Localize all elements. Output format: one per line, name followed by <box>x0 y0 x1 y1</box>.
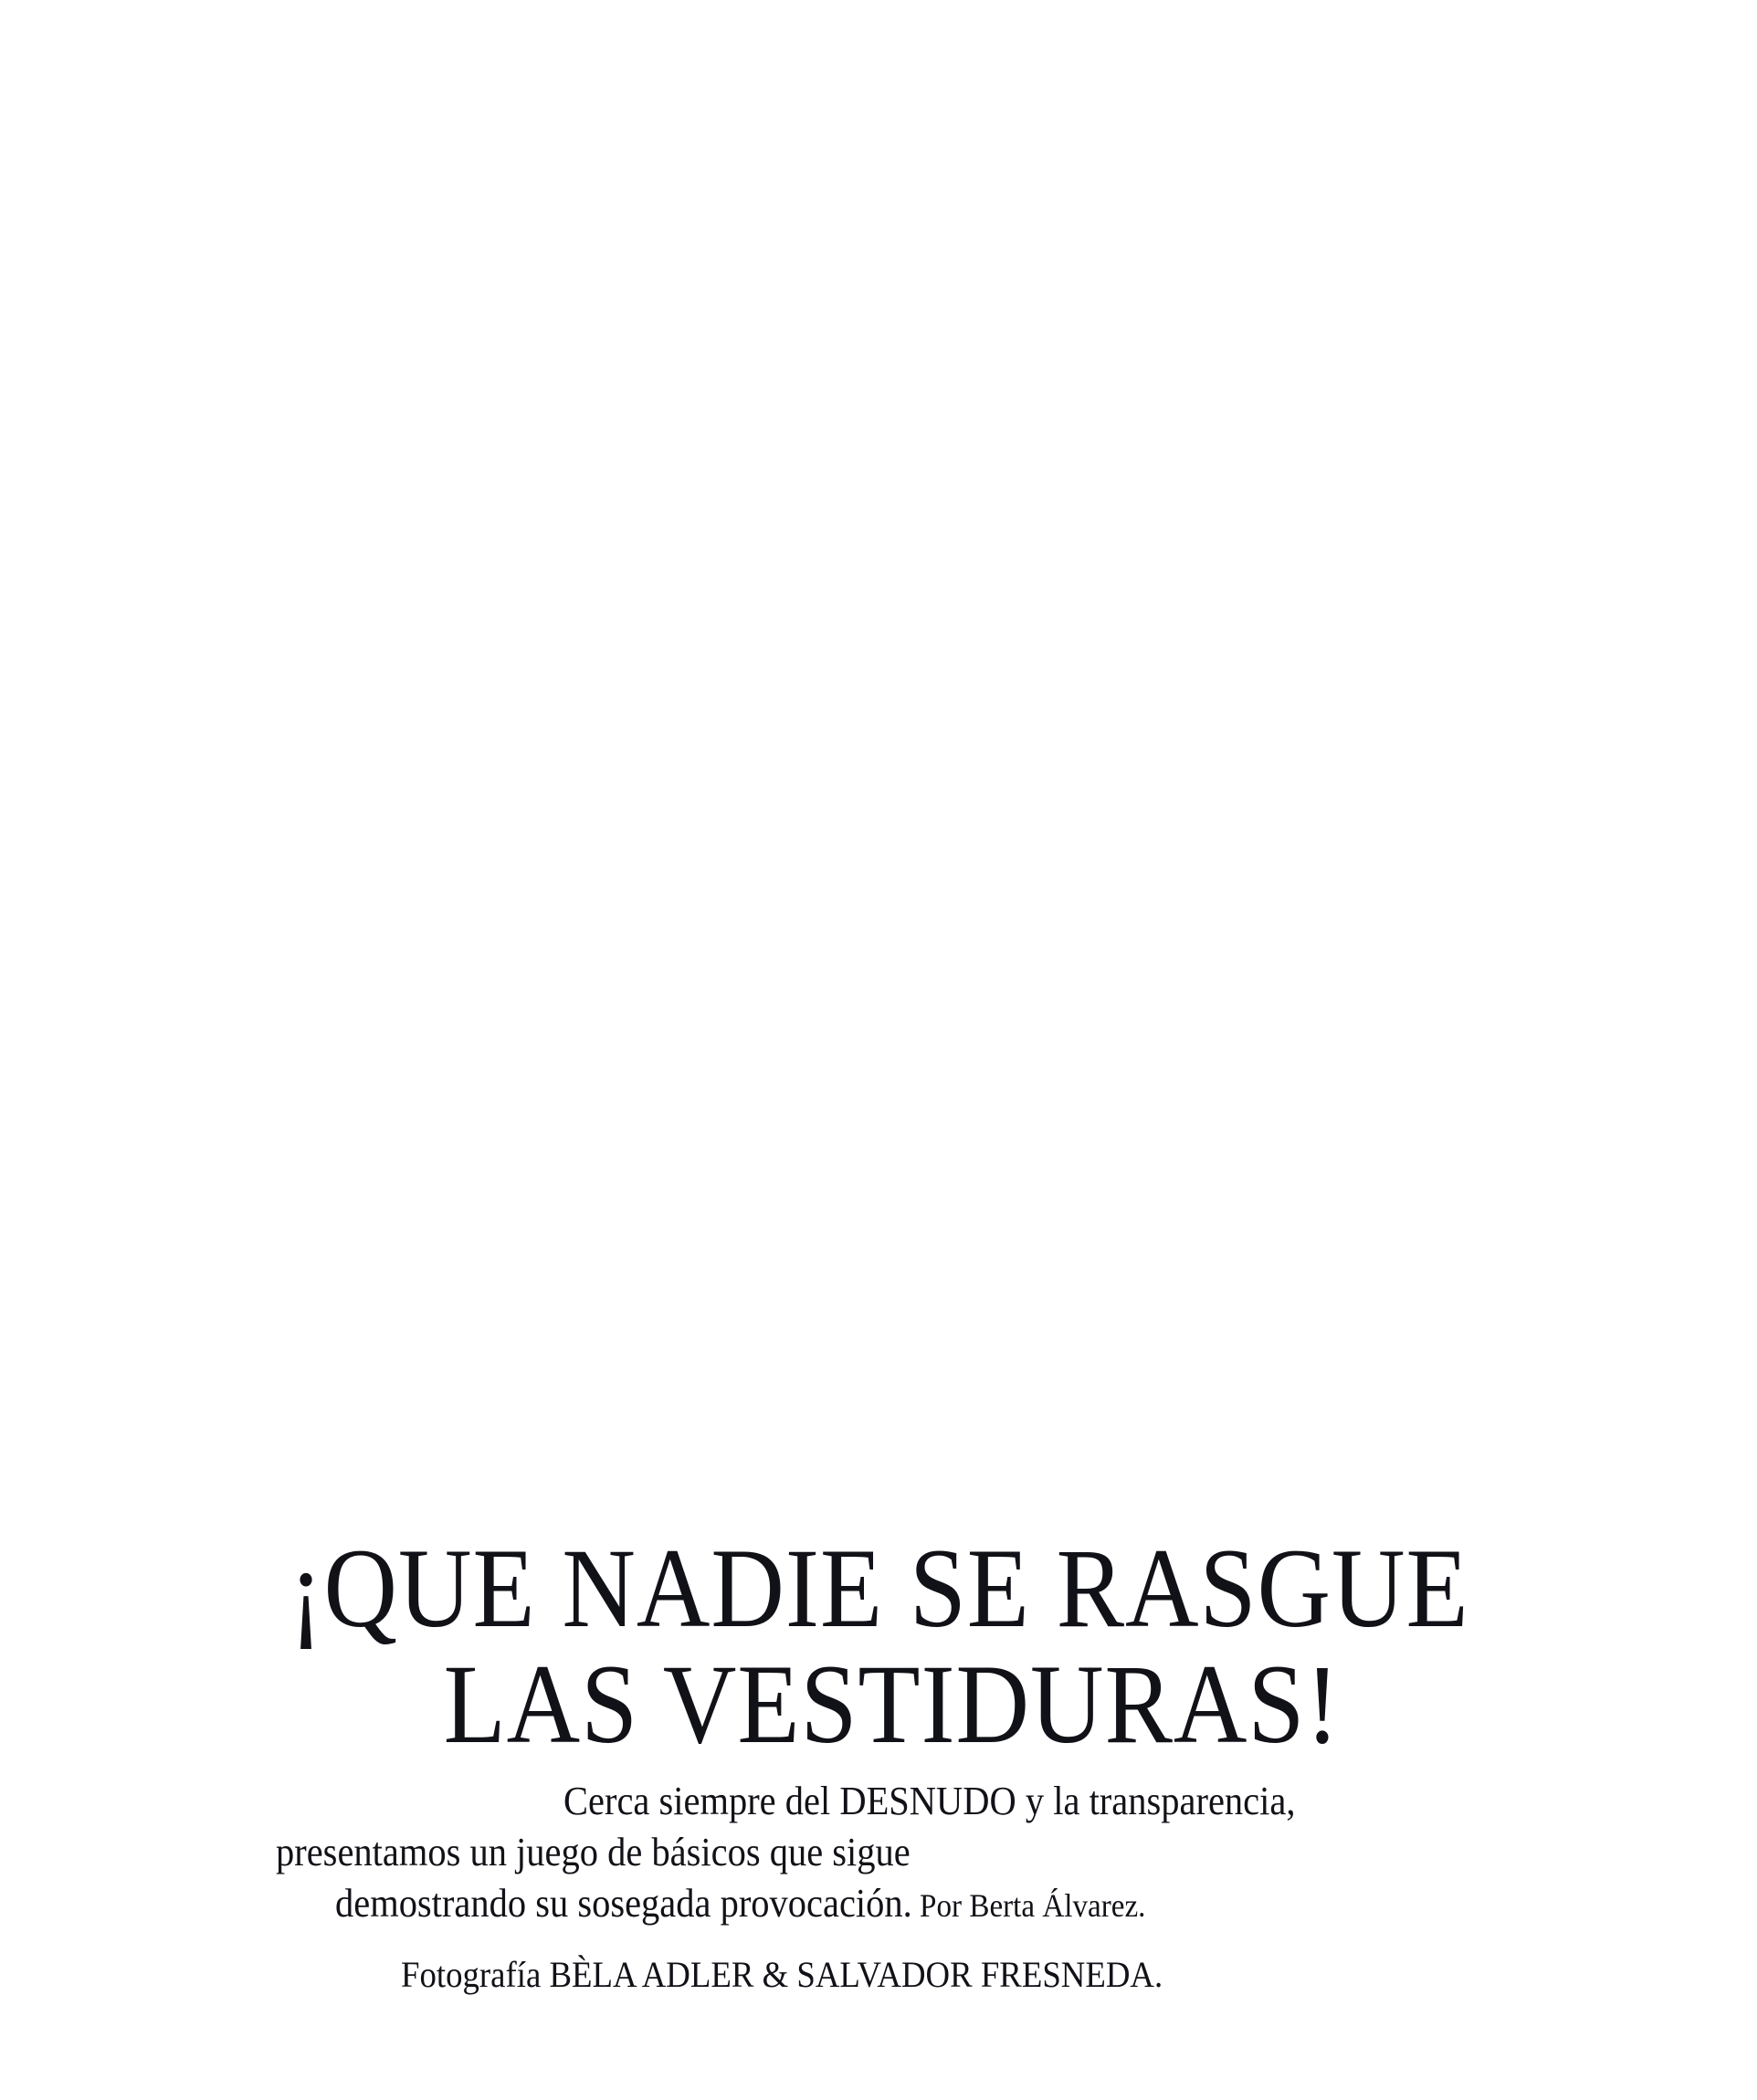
headline-line-2: LAS VESTIDURAS! <box>443 1642 1341 1767</box>
deck-emphasis: DESNUDO <box>839 1779 1016 1823</box>
headline-line-1: ¡QUE NADIE SE RASGUE <box>289 1526 1469 1651</box>
deck-line-2: presentamos un juego de básicos que sigue <box>276 1830 911 1874</box>
photo-credit-names: BÈLA ADLER & SALVADOR FRESNEDA. <box>549 1954 1163 1995</box>
photo-credit <box>401 1954 1163 1995</box>
deck-line-1-end: y la transparencia, <box>1016 1779 1296 1823</box>
deck-line-1 <box>563 1781 1295 1822</box>
deck-line-3 <box>335 1881 1146 1926</box>
deck-line-1-start: Cerca siempre del <box>563 1779 840 1823</box>
deck-line-3-text: demostrando su sosegada provocación. <box>335 1881 912 1926</box>
photo-credit-label: Fotografía <box>401 1954 550 1995</box>
byline: Por Berta Álvarez. <box>911 1887 1146 1924</box>
